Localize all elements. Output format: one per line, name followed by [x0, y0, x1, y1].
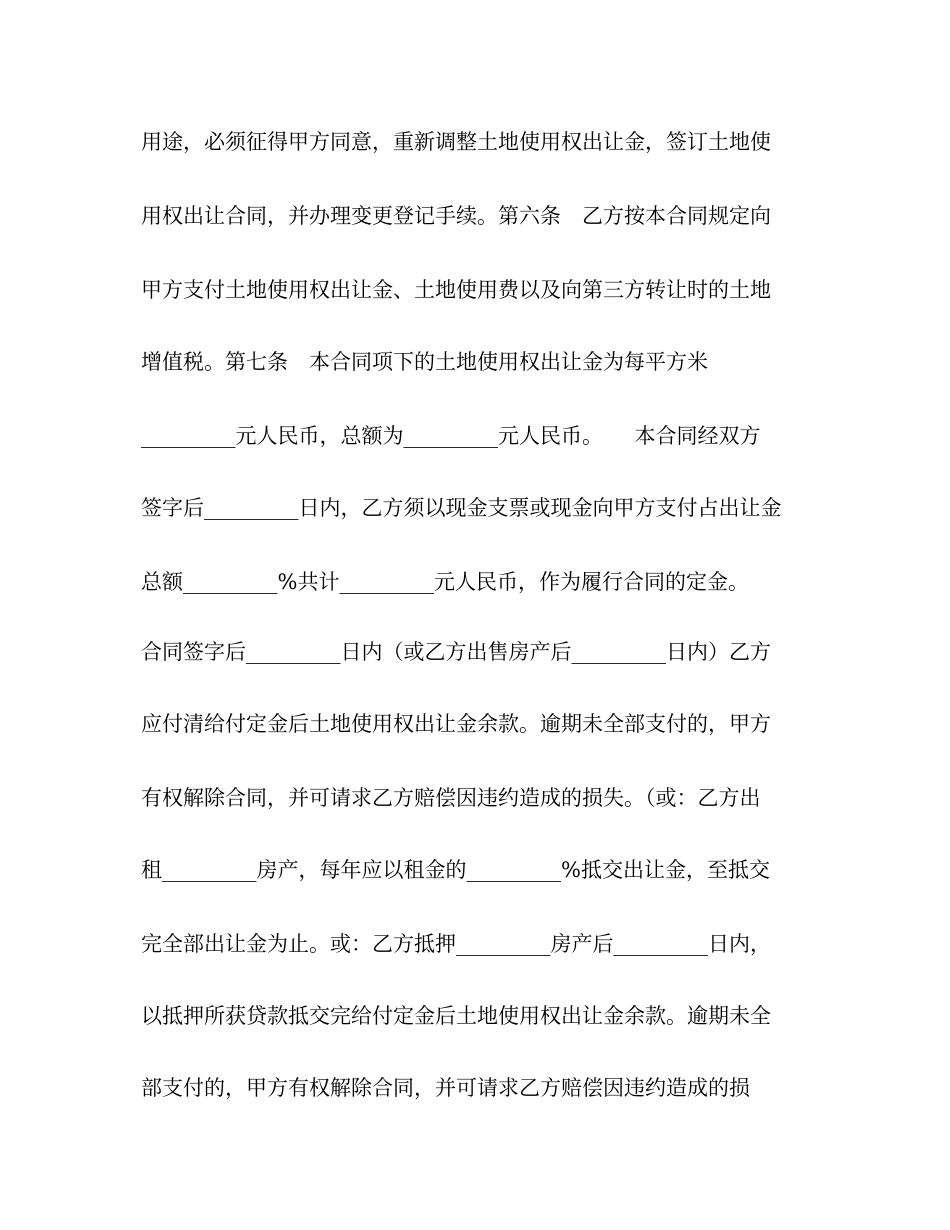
text-line: 总额_________%共计_________元人民币，作为履行合同的定金。 [141, 570, 749, 594]
text-line: 租_________房产，每年应以租金的_________%抵交出让金，至抵交 [141, 858, 770, 882]
text-line: 有权解除合同，并可请求乙方赔偿因违约造成的损失。（或：乙方出 [141, 786, 761, 810]
text-line: 用途，必须征得甲方同意，重新调整土地使用权出让金，签订土地使 [141, 130, 771, 154]
text-line: 签字后_________日内，乙方须以现金支票或现金向甲方支付占出让金 [141, 496, 782, 520]
text-line: 部支付的，甲方有权解除合同，并可请求乙方赔偿因违约造成的损 [141, 1076, 750, 1100]
text-line: _________元人民币，总额为_________元人民币。 本合同经双方 [141, 424, 761, 448]
text-line: 增值税。第七条 本合同项下的土地使用权出让金为每平方米 [141, 350, 708, 374]
text-line: 用权出让合同，并办理变更登记手续。第六条 乙方按本合同规定向 [141, 204, 771, 228]
text-line: 以抵押所获贷款抵交完给付定金后土地使用权出让金余款。逾期未全 [141, 1004, 771, 1028]
text-line: 甲方支付土地使用权出让金、土地使用费以及向第三方转让时的土地 [141, 278, 771, 302]
text-line: 完全部出让金为止。或：乙方抵押_________房产后_________日内， [141, 932, 771, 956]
text-line: 合同签字后_________日内（或乙方出售房产后_________日内）乙方 [141, 640, 771, 664]
text-line: 应付清给付定金后土地使用权出让金余款。逾期未全部支付的，甲方 [141, 712, 771, 736]
